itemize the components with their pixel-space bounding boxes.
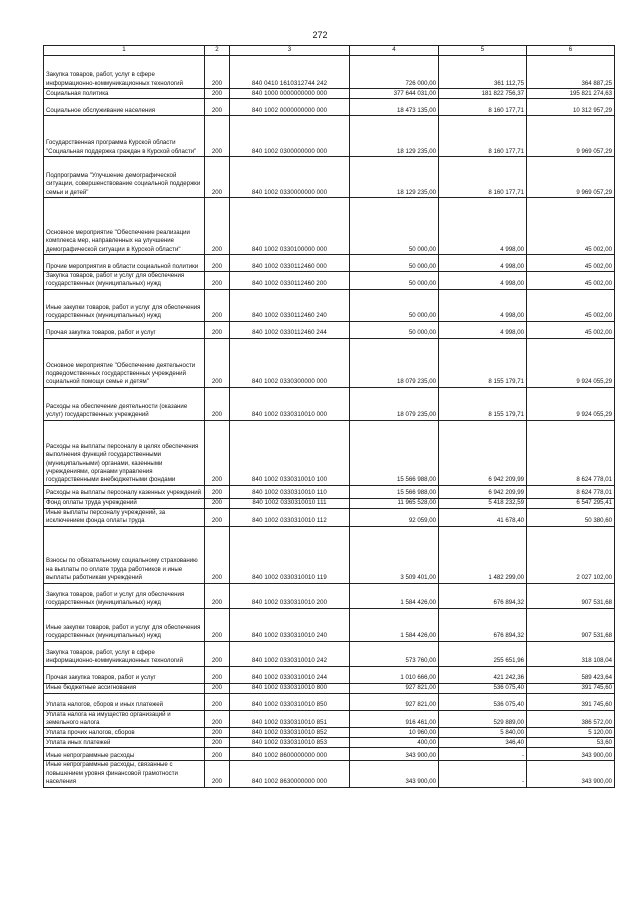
- row-name-cell: Основное мероприятие "Обеспечение реализации комплекса мер, направленных на улучшение демографической ситуации в Курской области": [44, 198, 205, 255]
- row-executed-amount-cell: 676 894,32: [439, 583, 527, 608]
- row-code-2-cell: 200: [205, 693, 230, 710]
- row-executed-amount-cell: 181 822 756,37: [439, 89, 527, 99]
- row-unexecuted-amount-cell: 907 531,68: [527, 583, 615, 608]
- row-unexecuted-amount-cell: 386 572,00: [527, 710, 615, 728]
- row-unexecuted-amount-cell: 391 745,60: [527, 683, 615, 693]
- row-classification-code-cell: 840 1002 0330310010 852: [230, 728, 350, 738]
- row-name-cell: Уплата иных платежей: [44, 738, 205, 748]
- table-header-row: [44, 46, 615, 56]
- row-executed-amount-cell: 346,40: [439, 738, 527, 748]
- row-unexecuted-amount-cell: 2 027 102,00: [527, 526, 615, 583]
- row-executed-amount-cell: -: [439, 761, 527, 787]
- row-name-cell: Основное мероприятие "Обеспечение деятельности подведомственных государственных учреждений социальной помощи семье и детям": [44, 338, 205, 387]
- row-code-2-cell: 200: [205, 738, 230, 748]
- row-name-cell: Иные бюджетные ассигнования: [44, 683, 205, 693]
- row-code-2-cell: 200: [205, 289, 230, 321]
- row-code-2-cell: 200: [205, 485, 230, 498]
- row-executed-amount-cell: 536 075,40: [439, 683, 527, 693]
- row-unexecuted-amount-cell: 9 969 057,29: [527, 157, 615, 198]
- row-executed-amount-cell: -: [439, 748, 527, 761]
- row-classification-code-cell: 840 1002 0000000000 000: [230, 99, 350, 116]
- row-unexecuted-amount-cell: 318 108,04: [527, 641, 615, 666]
- table-row: [44, 198, 615, 255]
- row-unexecuted-amount-cell: 9 924 055,29: [527, 338, 615, 387]
- row-executed-amount-cell: 4 998,00: [439, 321, 527, 338]
- row-classification-code-cell: 840 1002 0300000000 000: [230, 116, 350, 157]
- row-approved-amount-cell: 573 760,00: [350, 641, 439, 666]
- row-name-cell: Прочая закупка товаров, работ и услуг: [44, 666, 205, 683]
- table-row: [44, 710, 615, 728]
- row-unexecuted-amount-cell: 6 547 295,41: [527, 498, 615, 508]
- table-row: [44, 56, 615, 89]
- row-approved-amount-cell: 927 821,00: [350, 693, 439, 710]
- row-name-cell: Фонд оплаты труда учреждений: [44, 498, 205, 508]
- row-classification-code-cell: 840 1002 8600000000 000: [230, 748, 350, 761]
- row-executed-amount-cell: 536 075,40: [439, 693, 527, 710]
- row-unexecuted-amount-cell: 45 002,00: [527, 198, 615, 255]
- row-name-cell: Закупка товаров, работ и услуг для обеспечения государственных (муниципальных) нужд: [44, 272, 205, 290]
- row-unexecuted-amount-cell: 45 002,00: [527, 255, 615, 272]
- row-approved-amount-cell: 10 960,00: [350, 728, 439, 738]
- row-classification-code-cell: 840 1002 0330310010 119: [230, 526, 350, 583]
- row-approved-amount-cell: 343 900,00: [350, 761, 439, 787]
- row-approved-amount-cell: 18 079 235,00: [350, 338, 439, 387]
- row-classification-code-cell: 840 1002 0330310010 244: [230, 666, 350, 683]
- table-row: [44, 748, 615, 761]
- row-name-cell: Прочие мероприятия в области социальной политики: [44, 255, 205, 272]
- page-number: 272: [312, 30, 328, 40]
- table-row: [44, 683, 615, 693]
- row-executed-amount-cell: 8 155 179,71: [439, 387, 527, 420]
- row-approved-amount-cell: 18 129 235,00: [350, 157, 439, 198]
- table-row: [44, 693, 615, 710]
- row-unexecuted-amount-cell: 8 624 778,01: [527, 485, 615, 498]
- row-executed-amount-cell: 5 418 232,59: [439, 498, 527, 508]
- row-executed-amount-cell: 4 998,00: [439, 198, 527, 255]
- table-row: [44, 157, 615, 198]
- row-approved-amount-cell: 50 000,00: [350, 289, 439, 321]
- row-approved-amount-cell: 18 473 135,00: [350, 99, 439, 116]
- row-code-2-cell: 200: [205, 526, 230, 583]
- row-unexecuted-amount-cell: 45 002,00: [527, 289, 615, 321]
- row-unexecuted-amount-cell: 195 821 274,63: [527, 89, 615, 99]
- row-code-2-cell: 200: [205, 761, 230, 787]
- row-name-cell: Взносы по обязательному социальному страхованию на выплаты по оплате труда работников и иные выплаты работникам учреждений: [44, 526, 205, 583]
- row-code-2-cell: 200: [205, 338, 230, 387]
- row-unexecuted-amount-cell: 343 900,00: [527, 748, 615, 761]
- row-code-2-cell: 200: [205, 198, 230, 255]
- row-classification-code-cell: 840 1002 0330310010 110: [230, 485, 350, 498]
- row-code-2-cell: 200: [205, 748, 230, 761]
- row-code-2-cell: 200: [205, 683, 230, 693]
- row-code-2-cell: 200: [205, 116, 230, 157]
- row-classification-code-cell: 840 1002 0330112460 000: [230, 255, 350, 272]
- header-col-3: 3: [230, 46, 350, 56]
- row-name-cell: Иные непрограммные расходы, связанные с повышением уровня финансовой грамотности населения: [44, 761, 205, 787]
- row-classification-code-cell: 840 1002 8630000000 000: [230, 761, 350, 787]
- row-name-cell: Иные выплаты персоналу учреждений, за исключением фонда оплаты труда: [44, 508, 205, 526]
- table-row: [44, 485, 615, 498]
- row-name-cell: Уплата налогов, сборов и иных платежей: [44, 693, 205, 710]
- row-approved-amount-cell: 15 566 988,00: [350, 485, 439, 498]
- row-executed-amount-cell: 421 242,36: [439, 666, 527, 683]
- row-code-2-cell: 200: [205, 641, 230, 666]
- row-name-cell: Подпрограмма "Улучшение демографической ситуации, совершенствование социальной поддержки семьи и детей": [44, 157, 205, 198]
- row-unexecuted-amount-cell: 10 312 957,29: [527, 99, 615, 116]
- row-executed-amount-cell: 6 942 209,99: [439, 420, 527, 485]
- row-unexecuted-amount-cell: 45 002,00: [527, 321, 615, 338]
- row-classification-code-cell: 840 1002 0330310010 800: [230, 683, 350, 693]
- row-executed-amount-cell: 8 160 177,71: [439, 99, 527, 116]
- row-code-2-cell: 200: [205, 666, 230, 683]
- table-row: [44, 508, 615, 526]
- row-executed-amount-cell: 4 998,00: [439, 255, 527, 272]
- table-row: [44, 728, 615, 738]
- row-code-2-cell: 200: [205, 728, 230, 738]
- budget-execution-table: [43, 45, 615, 788]
- row-classification-code-cell: 840 1002 0330310010 100: [230, 420, 350, 485]
- row-classification-code-cell: 840 1002 0330112460 200: [230, 272, 350, 290]
- header-col-6: 6: [527, 46, 615, 56]
- row-classification-code-cell: 840 1002 0330310010 240: [230, 608, 350, 641]
- row-code-2-cell: 200: [205, 420, 230, 485]
- row-approved-amount-cell: 15 566 988,00: [350, 420, 439, 485]
- row-approved-amount-cell: 1 010 666,00: [350, 666, 439, 683]
- row-approved-amount-cell: 1 584 426,00: [350, 583, 439, 608]
- row-executed-amount-cell: 5 840,00: [439, 728, 527, 738]
- row-executed-amount-cell: 41 678,40: [439, 508, 527, 526]
- header-col-2: 2: [205, 46, 230, 56]
- row-code-2-cell: 200: [205, 583, 230, 608]
- row-executed-amount-cell: 676 894,32: [439, 608, 527, 641]
- table-row: [44, 761, 615, 787]
- table-row: [44, 321, 615, 338]
- row-classification-code-cell: 840 0410 1610312744 242: [230, 56, 350, 89]
- row-approved-amount-cell: 18 129 235,00: [350, 116, 439, 157]
- row-classification-code-cell: 840 1002 0330310010 850: [230, 693, 350, 710]
- header-col-5: 5: [439, 46, 527, 56]
- row-executed-amount-cell: 255 651,96: [439, 641, 527, 666]
- table-row: [44, 420, 615, 485]
- row-approved-amount-cell: 3 509 401,00: [350, 526, 439, 583]
- row-name-cell: Уплата прочих налогов, сборов: [44, 728, 205, 738]
- row-approved-amount-cell: 343 900,00: [350, 748, 439, 761]
- row-approved-amount-cell: 50 000,00: [350, 321, 439, 338]
- row-unexecuted-amount-cell: 9 969 057,29: [527, 116, 615, 157]
- table-row: [44, 641, 615, 666]
- row-classification-code-cell: 840 1002 0330000000 000: [230, 157, 350, 198]
- row-approved-amount-cell: 377 644 031,00: [350, 89, 439, 99]
- row-classification-code-cell: 840 1002 0330112460 244: [230, 321, 350, 338]
- table-row: [44, 666, 615, 683]
- row-name-cell: Уплата налога на имущество организаций и земельного налога: [44, 710, 205, 728]
- row-code-2-cell: 200: [205, 89, 230, 99]
- row-code-2-cell: 200: [205, 498, 230, 508]
- row-approved-amount-cell: 11 965 528,00: [350, 498, 439, 508]
- table-row: [44, 738, 615, 748]
- row-unexecuted-amount-cell: 53,60: [527, 738, 615, 748]
- row-approved-amount-cell: 927 821,00: [350, 683, 439, 693]
- row-code-2-cell: 200: [205, 56, 230, 89]
- row-executed-amount-cell: 1 482 299,00: [439, 526, 527, 583]
- table-body: [44, 56, 615, 788]
- table-row: [44, 608, 615, 641]
- row-unexecuted-amount-cell: 45 002,00: [527, 272, 615, 290]
- row-name-cell: Иные закупки товаров, работ и услуг для обеспечения государственных (муниципальных) нужд: [44, 608, 205, 641]
- row-classification-code-cell: 840 1002 0330310010 853: [230, 738, 350, 748]
- row-approved-amount-cell: 92 059,00: [350, 508, 439, 526]
- row-code-2-cell: 200: [205, 508, 230, 526]
- row-executed-amount-cell: 361 112,75: [439, 56, 527, 89]
- row-name-cell: Иные закупки товаров, работ и услуг для обеспечения государственных (муниципальных) нужд: [44, 289, 205, 321]
- row-name-cell: Социальное обслуживание населения: [44, 99, 205, 116]
- row-code-2-cell: 200: [205, 255, 230, 272]
- row-unexecuted-amount-cell: 8 624 778,01: [527, 420, 615, 485]
- row-classification-code-cell: 840 1002 0330310010 000: [230, 387, 350, 420]
- row-code-2-cell: 200: [205, 387, 230, 420]
- row-code-2-cell: 200: [205, 710, 230, 728]
- table-row: [44, 272, 615, 290]
- row-approved-amount-cell: 50 000,00: [350, 255, 439, 272]
- table-row: [44, 289, 615, 321]
- row-executed-amount-cell: 4 998,00: [439, 289, 527, 321]
- row-name-cell: Расходы на обеспечение деятельности (оказание услуг) государственных учреждений: [44, 387, 205, 420]
- header-col-1: 1: [44, 46, 205, 56]
- row-code-2-cell: 200: [205, 272, 230, 290]
- row-executed-amount-cell: 6 942 209,99: [439, 485, 527, 498]
- row-name-cell: Расходы на выплаты персоналу казенных учреждений: [44, 485, 205, 498]
- row-approved-amount-cell: 400,00: [350, 738, 439, 748]
- row-name-cell: Закупка товаров, работ и услуг для обеспечения государственных (муниципальных) нужд: [44, 583, 205, 608]
- row-name-cell: Государственная программа Курской области "Социальная поддержка граждан в Курской области": [44, 116, 205, 157]
- table-row: [44, 89, 615, 99]
- row-unexecuted-amount-cell: 589 423,64: [527, 666, 615, 683]
- row-name-cell: Закупка товаров, работ, услуг в сфере информационно-коммуникационных технологий: [44, 641, 205, 666]
- row-unexecuted-amount-cell: 50 380,60: [527, 508, 615, 526]
- table-row: [44, 526, 615, 583]
- table-row: [44, 116, 615, 157]
- row-classification-code-cell: 840 1002 0330300000 000: [230, 338, 350, 387]
- row-unexecuted-amount-cell: 907 531,68: [527, 608, 615, 641]
- row-classification-code-cell: 840 1002 0330310010 200: [230, 583, 350, 608]
- row-unexecuted-amount-cell: 343 900,00: [527, 761, 615, 787]
- row-name-cell: Закупка товаров, работ, услуг в сфере информационно-коммуникационных технологий: [44, 56, 205, 89]
- row-executed-amount-cell: 8 160 177,71: [439, 157, 527, 198]
- row-classification-code-cell: 840 1002 0330310010 111: [230, 498, 350, 508]
- row-classification-code-cell: 840 1002 0330310010 851: [230, 710, 350, 728]
- row-classification-code-cell: 840 1002 0330100000 000: [230, 198, 350, 255]
- row-executed-amount-cell: 8 155 179,71: [439, 338, 527, 387]
- row-executed-amount-cell: 529 889,00: [439, 710, 527, 728]
- row-approved-amount-cell: 726 000,00: [350, 56, 439, 89]
- row-classification-code-cell: 840 1002 0330310010 242: [230, 641, 350, 666]
- row-executed-amount-cell: 4 998,00: [439, 272, 527, 290]
- row-unexecuted-amount-cell: 391 745,60: [527, 693, 615, 710]
- row-approved-amount-cell: 50 000,00: [350, 272, 439, 290]
- table-row: [44, 583, 615, 608]
- table-row: [44, 255, 615, 272]
- table-row: [44, 338, 615, 387]
- row-classification-code-cell: 840 1002 0330310010 112: [230, 508, 350, 526]
- row-unexecuted-amount-cell: 364 887,25: [527, 56, 615, 89]
- row-name-cell: Прочая закупка товаров, работ и услуг: [44, 321, 205, 338]
- row-classification-code-cell: 840 1000 0000000000 000: [230, 89, 350, 99]
- row-code-2-cell: 200: [205, 99, 230, 116]
- row-approved-amount-cell: 50 000,00: [350, 198, 439, 255]
- row-approved-amount-cell: 1 584 426,00: [350, 608, 439, 641]
- row-name-cell: Иные непрограммные расходы: [44, 748, 205, 761]
- row-name-cell: Расходы на выплаты персоналу в целях обеспечения выполнения функций государственными (муниципальными) органами, казенными учреждениями, органами управления государственными внебюджетными фондами: [44, 420, 205, 485]
- table-row: [44, 387, 615, 420]
- row-approved-amount-cell: 18 079 235,00: [350, 387, 439, 420]
- row-code-2-cell: 200: [205, 157, 230, 198]
- table-row: [44, 99, 615, 116]
- row-code-2-cell: 200: [205, 608, 230, 641]
- row-classification-code-cell: 840 1002 0330112460 240: [230, 289, 350, 321]
- row-executed-amount-cell: 8 160 177,71: [439, 116, 527, 157]
- row-approved-amount-cell: 916 461,00: [350, 710, 439, 728]
- row-unexecuted-amount-cell: 5 120,00: [527, 728, 615, 738]
- table-row: [44, 498, 615, 508]
- row-unexecuted-amount-cell: 9 924 055,29: [527, 387, 615, 420]
- row-code-2-cell: 200: [205, 321, 230, 338]
- header-col-4: 4: [350, 46, 439, 56]
- row-name-cell: Социальная политика: [44, 89, 205, 99]
